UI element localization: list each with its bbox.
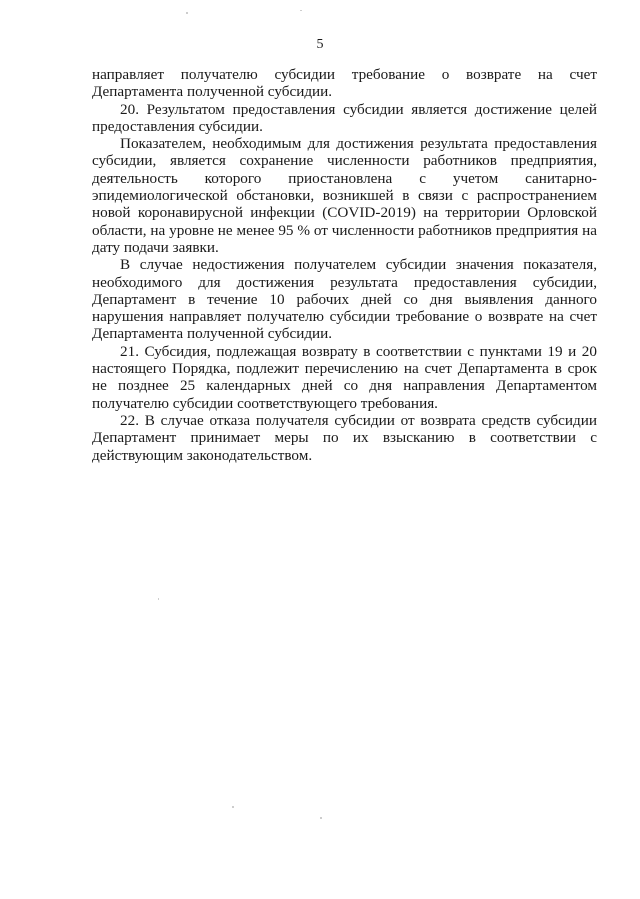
paragraph-21: 21. Субсидия, подлежащая возврату в соответствии с пунктами 19 и 20 настоящего Порядка, подлежит перечислению на счет Департамента в срок не позднее 25 календарных дней со дня направления Департаментом получателю субсидии соответствующего требования. [92,342,597,412]
document-body [92,66,597,464]
paragraph-continuation: направляет получателю субсидии требование о возврате на счет Департамента полученной субсидии. [92,66,597,101]
scan-speck [186,12,188,14]
scan-speck [158,598,159,600]
page-number: 5 [316,37,324,52]
scan-speck [232,806,234,808]
paragraph-20: 20. Результатом предоставления субсидии является достижение целей предоставления субсидии. [92,100,597,135]
paragraph-22: 22. В случае отказа получателя субсидии от возврата средств субсидии Департамент принимает меры по их взысканию в соответствии с действующим законодательством. [92,411,597,464]
scan-speck [300,10,302,11]
paragraph-non-achievement: В случае недостижения получателем субсидии значения показателя, необходимого для достижения результата предоставления субсидии, Департамент в течение 10 рабочих дней со дня выявления данного нарушения направляет получателю субсидии требование о возврате на счет Департамента полученной субсидии. [92,256,597,343]
paragraph-indicator: Показателем, необходимым для достижения результата предоставления субсидии, является сохранение численности работников предприятия, деятельность которого приостановлена с учетом санитарно-эпидемиологической обстановки, возникшей в связи с распространением новой коронавирусной инфекции (COVID-2019) на территории Орловской области, на уровне не менее 95 % от численности работников предприятия на дату подачи заявки. [92,135,597,256]
scan-speck [320,817,322,819]
